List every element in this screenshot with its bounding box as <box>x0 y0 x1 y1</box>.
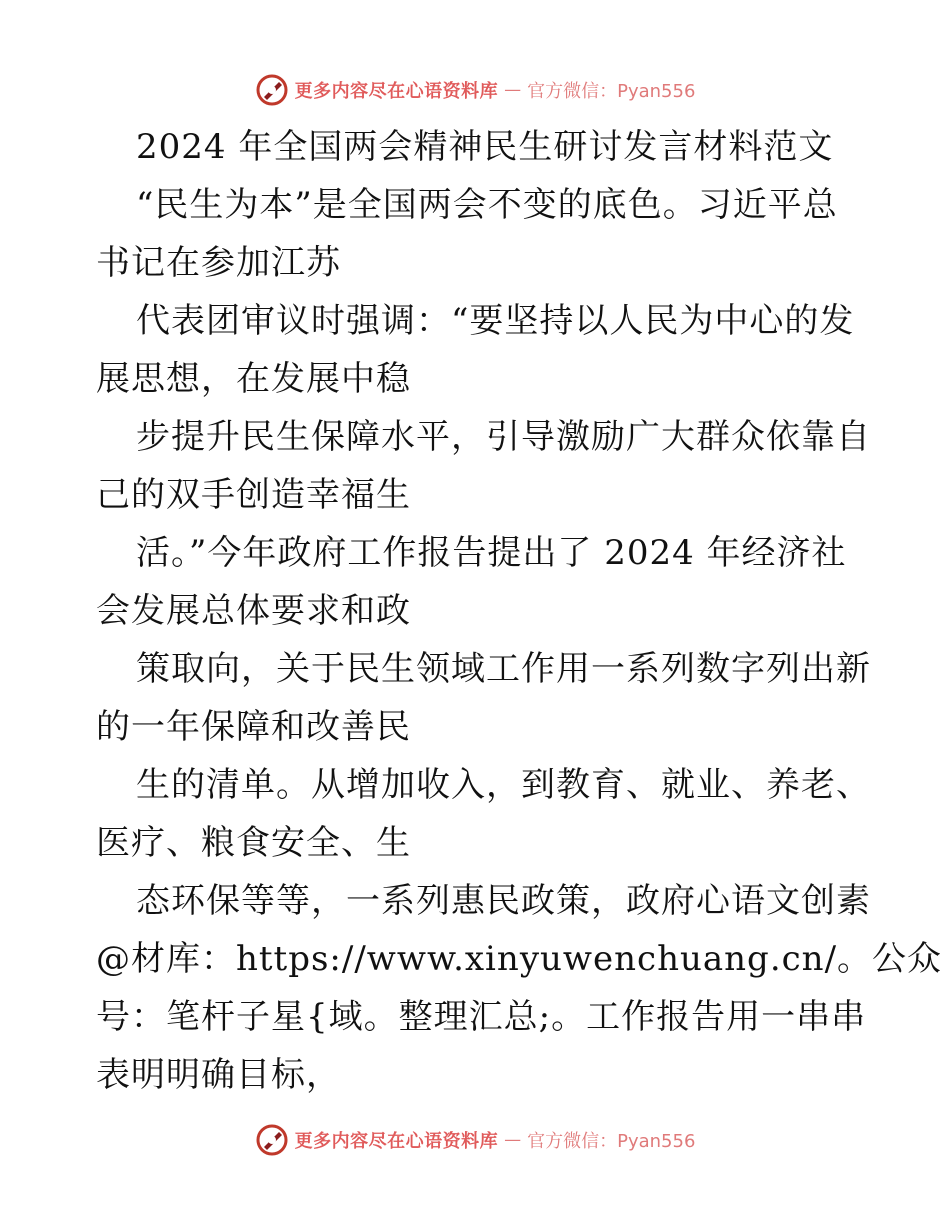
text-line: “民生为本”是全国两会不变的底色。习近平总 <box>136 185 838 225</box>
logo-icon <box>255 73 289 107</box>
text-line: 步提升民生保障水平，引导激励广大群众依靠自 <box>136 417 871 457</box>
header-main-text: 更多内容尽在心语资料库 <box>294 81 499 102</box>
header-wechat-text: 官方微信：Pyan556 <box>527 81 696 102</box>
text-line: 医疗、粮食安全、生 <box>96 823 411 863</box>
text-line: 生的清单。从增加收入，到教育、就业、养老、 <box>136 765 871 805</box>
text-line: 态环保等等，一系列惠民政策，政府心语文创素 <box>136 881 871 921</box>
header-banner <box>0 70 950 110</box>
footer-wechat-text: 官方微信：Pyan556 <box>527 1131 696 1152</box>
document-body <box>96 118 943 1104</box>
text-line-url: @材库：https://www.xinyuwenchuang.cn/。公众 <box>96 939 943 979</box>
footer-separator: — <box>504 1130 522 1150</box>
footer-banner <box>0 1120 950 1160</box>
text-line: 策取向，关于民生领域工作用一系列数字列出新 <box>136 649 871 689</box>
text-line: 的一年保障和改善民 <box>96 707 411 747</box>
footer-main-text: 更多内容尽在心语资料库 <box>294 1131 499 1152</box>
text-line: 会发展总体要求和政 <box>96 591 411 631</box>
text-line: 表明明确目标， <box>96 1055 341 1095</box>
text-line: 己的双手创造幸福生 <box>96 475 411 515</box>
header-separator: — <box>504 80 522 100</box>
document-title: 2024 年全国两会精神民生研讨发言材料范文 <box>136 127 834 167</box>
text-line: 活。”今年政府工作报告提出了 2024 年经济社 <box>136 533 847 573</box>
text-line: 展思想，在发展中稳 <box>96 359 411 399</box>
text-line: 书记在参加江苏 <box>96 243 341 283</box>
text-line: 号：笔杆子星{域。整理汇总;。工作报告用一串串 <box>96 997 867 1037</box>
logo-icon <box>255 1123 289 1157</box>
text-line: 代表团审议时强调：“要坚持以人民为中心的发 <box>136 301 855 341</box>
